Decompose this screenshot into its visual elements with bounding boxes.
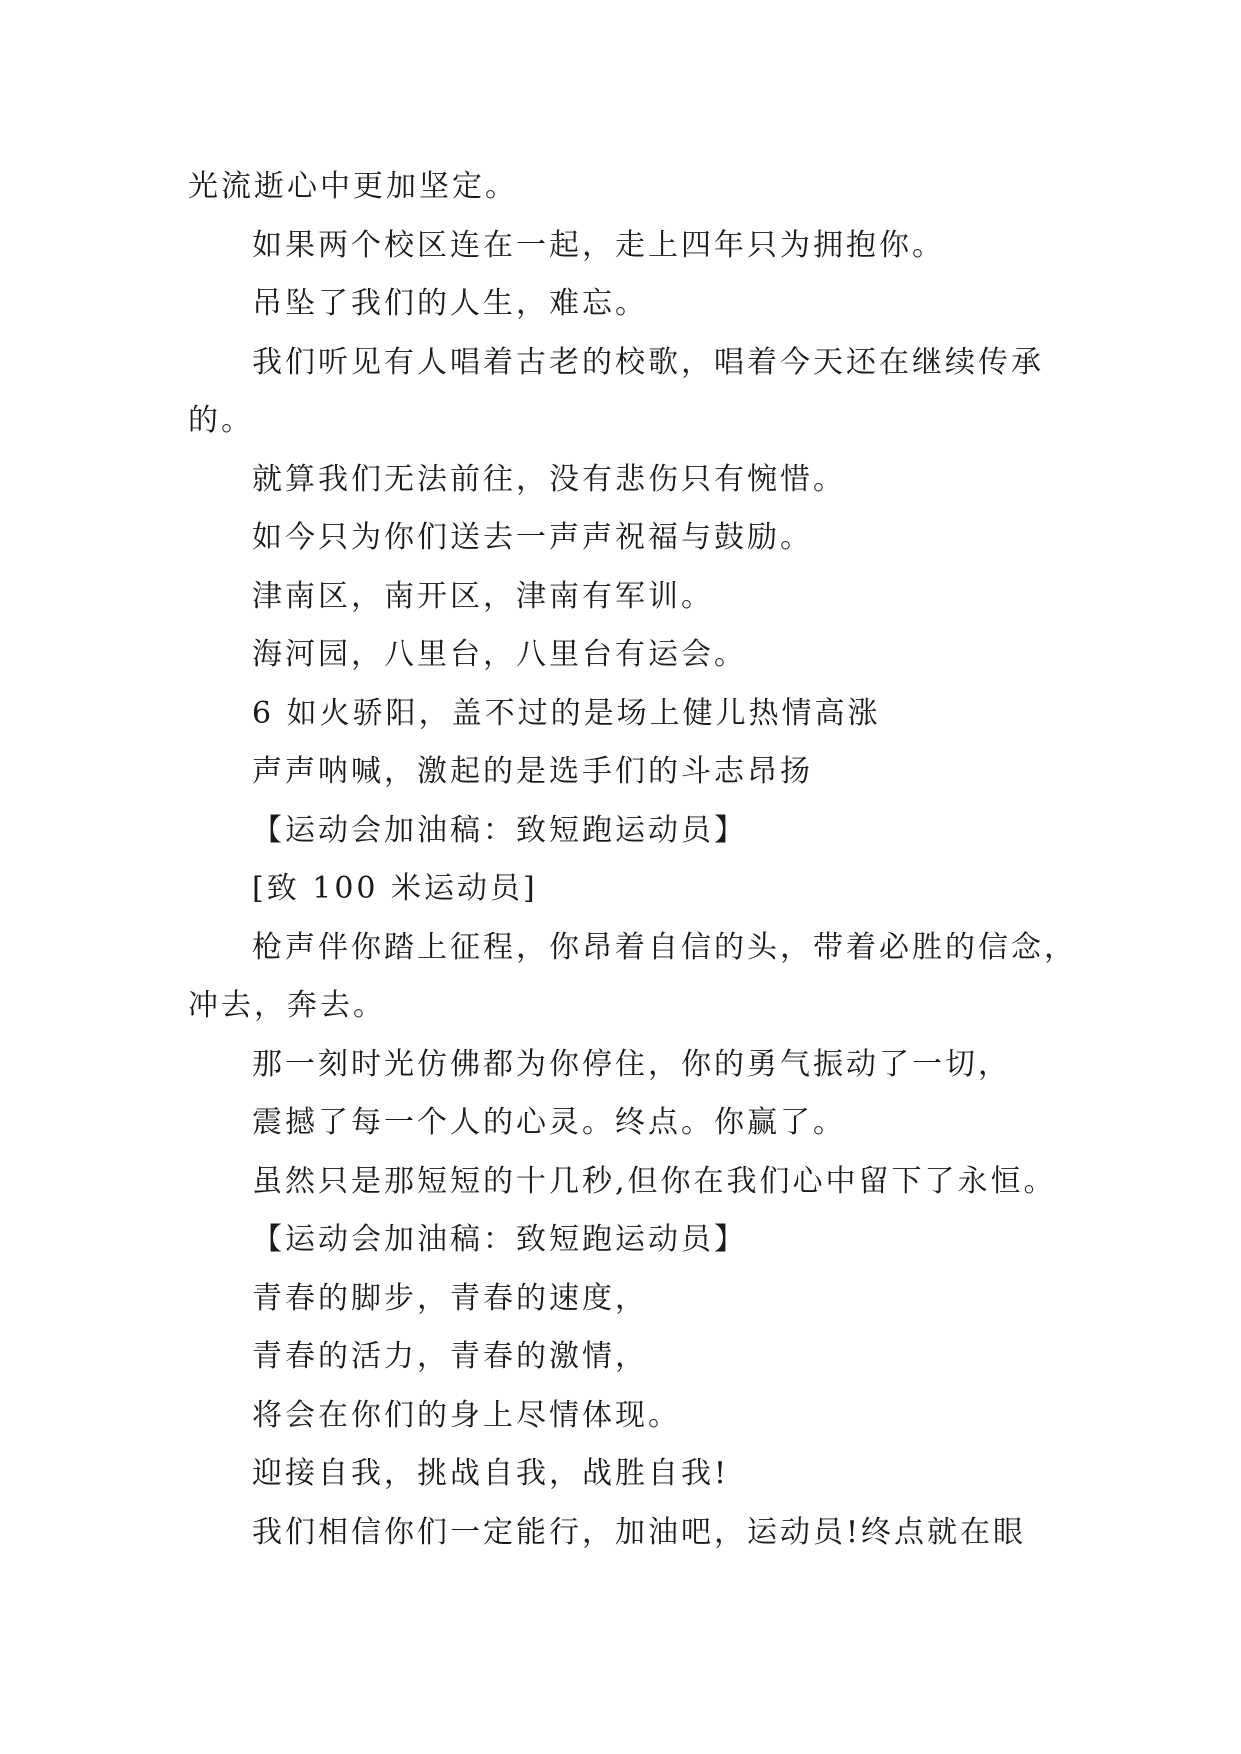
text-line: [致 100 米运动员] — [252, 871, 538, 906]
text-line: 就算我们无法前往，没有悲伤只有惋惜。 — [252, 461, 846, 497]
text-line: 海河园，八里台，八里台有运会。 — [252, 637, 747, 672]
document-body — [188, 158, 1077, 1562]
text-line: 吊坠了我们的人生，难忘。 — [252, 286, 648, 321]
text-line: 光流逝心中更加坚定。 — [188, 169, 518, 204]
text-line: 将会在你们的身上尽情体现。 — [252, 1397, 681, 1433]
text-line: 青春的脚步，青春的速度， — [252, 1280, 648, 1316]
text-line: 如果两个校区连在一起，走上四年只为拥抱你。 — [252, 227, 945, 263]
text-line: 声声呐喊，激起的是选手们的斗志昂扬 — [252, 754, 813, 789]
text-line: 6 如火骄阳，盖不过的是场上健儿热情高涨 — [252, 695, 881, 731]
text-line: 冲去，奔去。 — [188, 988, 386, 1023]
text-line: 【运动会加油稿：致短跑运动员】 — [252, 1222, 747, 1257]
text-line: 迎接自我，挑战自我，战胜自我! — [252, 1456, 730, 1491]
text-line: 青春的活力，青春的激情， — [252, 1339, 648, 1374]
text-line: 津南区，南开区，津南有军训。 — [252, 578, 714, 614]
text-line: 如今只为你们送去一声声祝福与鼓励。 — [252, 520, 813, 555]
text-line: 震撼了每一个人的心灵。终点。你赢了。 — [252, 1105, 846, 1140]
text-line: 【运动会加油稿：致短跑运动员】 — [252, 812, 747, 848]
text-line: 我们听见有人唱着古老的校歌，唱着今天还在继续传承 — [252, 344, 1044, 380]
text-line: 虽然只是那短短的十几秒,但你在我们心中留下了永恒。 — [252, 1163, 1057, 1199]
text-line: 枪声伴你踏上征程，你昂着自信的头，带着必胜的信念， — [252, 929, 1077, 965]
text-line: 我们相信你们一定能行，加油吧，运动员!终点就在眼 — [252, 1514, 1027, 1550]
text-line: 的。 — [188, 403, 254, 438]
text-line: 那一刻时光仿佛都为你停住，你的勇气振动了一切， — [252, 1046, 1011, 1082]
